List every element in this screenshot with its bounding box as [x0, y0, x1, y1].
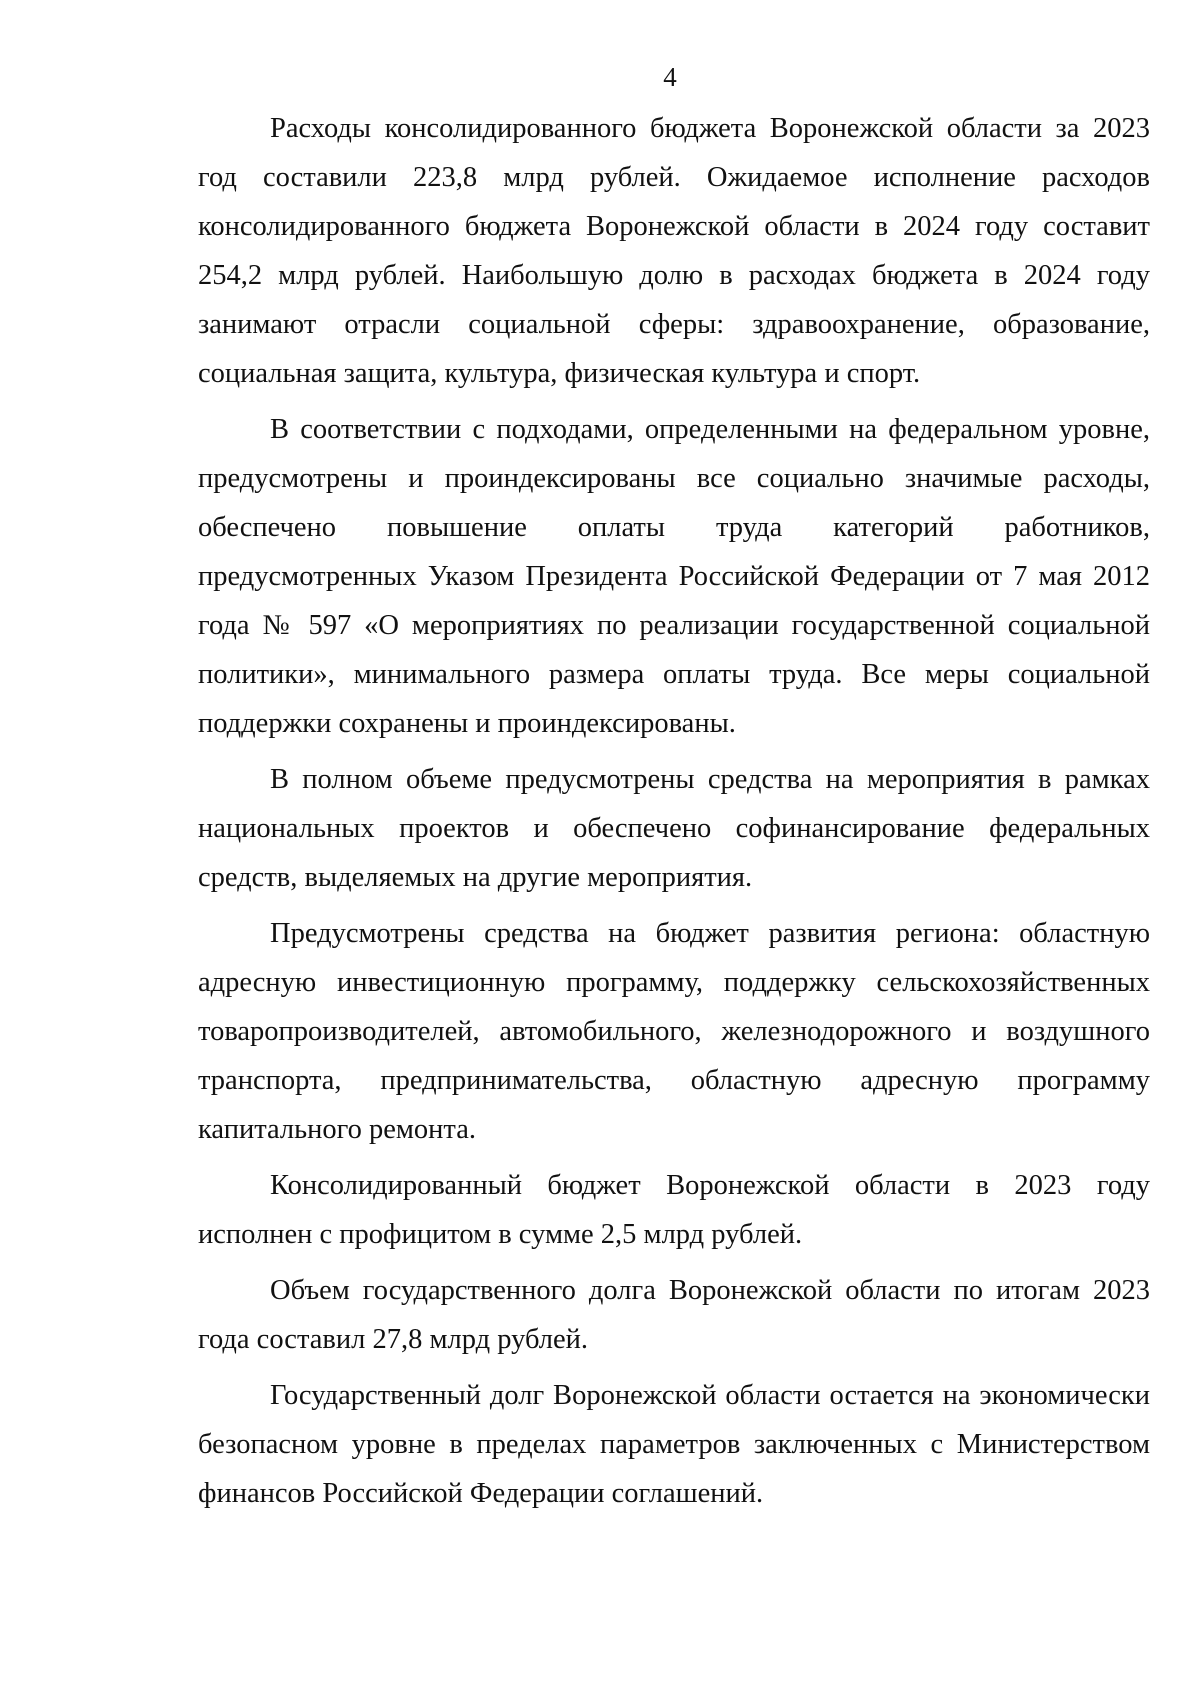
page-number: 4 [663, 62, 677, 92]
paragraph-state-debt-volume: Объем государственного долга Воронежской области по итогам 2023 года составил 27,8 млрд рублей. [198, 1275, 1150, 1355]
paragraph-social-spending: В соответствии с подходами, определенными на федеральном уровне, предусмотрены и проиндексированы все социально значимые расходы, обеспечено повышение оплаты труда категорий работников, предусмотренных Указом Президента Российской Федерации от 7 мая 2012 года № 597 «О мероприятиях по реализации государственной социальной политики», минимального размера оплаты труда. Все меры социальной поддержки сохранены и проиндексированы. [198, 414, 1150, 739]
paragraph-national-projects: В полном объеме предусмотрены средства на мероприятия в рамках национальных проектов и обеспечено софинансирование федеральных средств, выделяемых на другие мероприятия. [198, 764, 1150, 893]
paragraph-development-budget: Предусмотрены средства на бюджет развития региона: областную адресную инвестиционную программу, поддержку сельскохозяйственных товаропроизводителей, автомобильного, железнодорожного и воздушного транспорта, предпринимательства, областную адресную программу капитального ремонта. [198, 918, 1150, 1145]
document-body [198, 104, 1150, 1518]
paragraph-state-debt-level: Государственный долг Воронежской области остается на экономически безопасном уровне в пределах параметров заключенных с Министерством финансов Российской Федерации соглашений. [198, 1380, 1150, 1509]
paragraph-budget-expenses: Расходы консолидированного бюджета Воронежской области за 2023 год составили 223,8 млрд рублей. Ожидаемое исполнение расходов консолидированного бюджета Воронежской области в 2024 году составит 254,2 млрд рублей. Наибольшую долю в расходах бюджета в 2024 году занимают отрасли социальной сферы: здравоохранение, образование, социальная защита, культура, физическая культура и спорт. [198, 113, 1150, 389]
paragraph-budget-surplus: Консолидированный бюджет Воронежской области в 2023 году исполнен с профицитом в сумме 2,5 млрд рублей. [198, 1170, 1150, 1250]
